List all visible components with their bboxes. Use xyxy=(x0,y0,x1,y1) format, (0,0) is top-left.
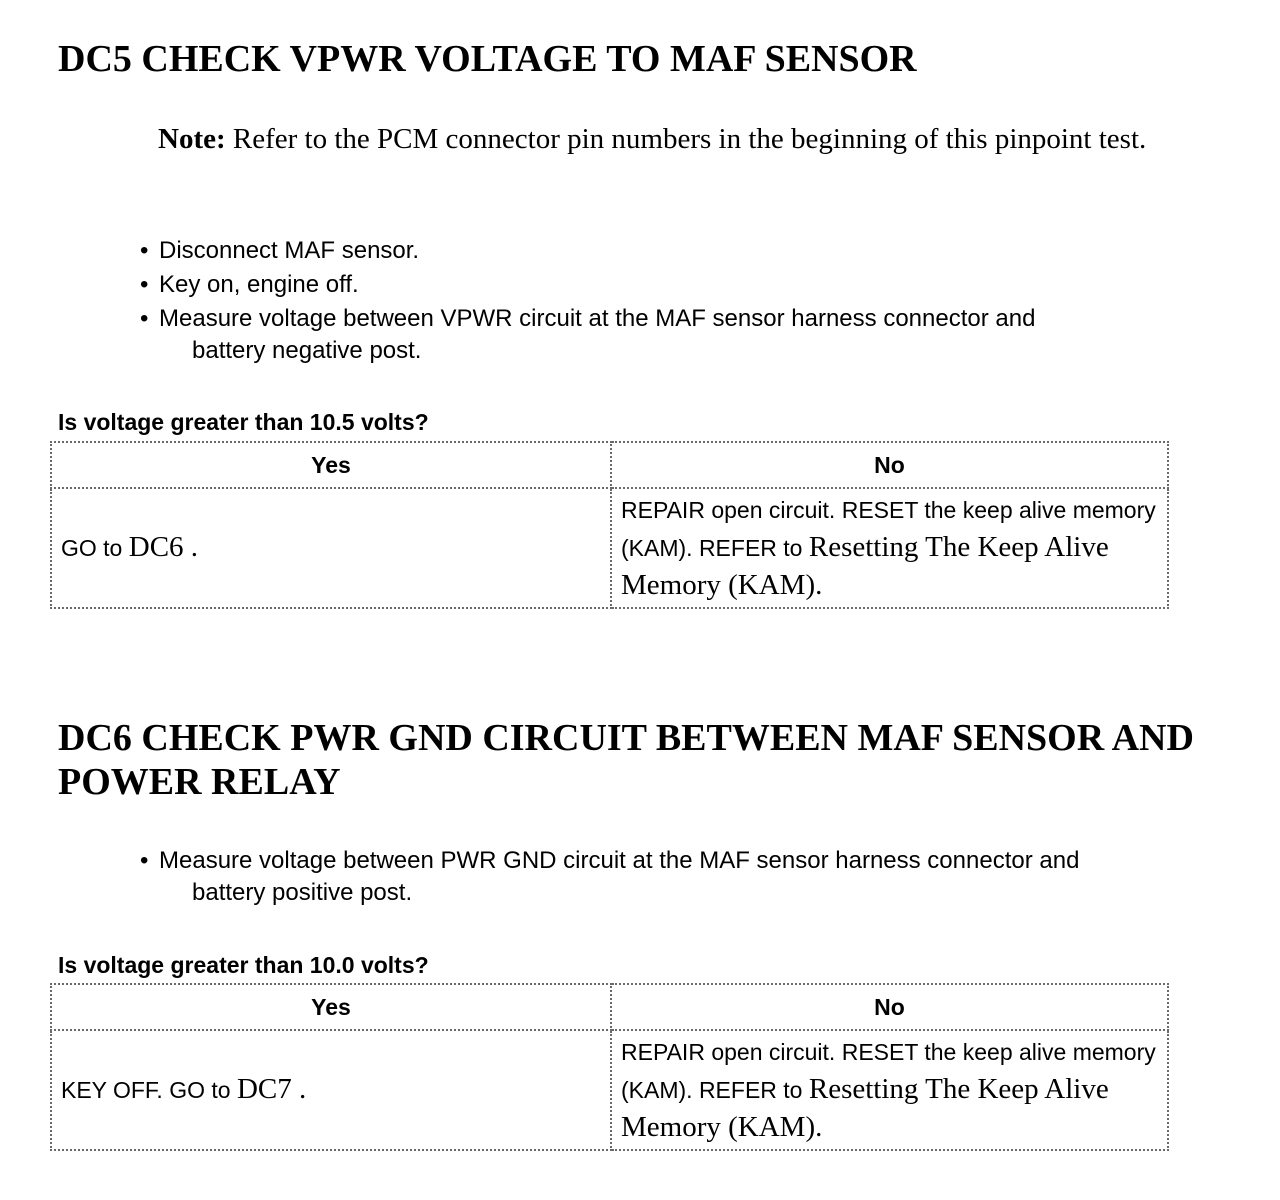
no-header: No xyxy=(611,442,1168,488)
list-item xyxy=(140,303,1250,367)
dc5-steps-list xyxy=(140,235,1250,369)
list-item xyxy=(140,845,1250,909)
step-text: Key on, engine off. xyxy=(159,271,359,298)
dc5-result-table xyxy=(50,441,1169,609)
no-header: No xyxy=(611,984,1168,1030)
note-text: Refer to the PCM connector pin numbers in the beginning of this pinpoint test. xyxy=(225,123,1147,155)
yes-cell xyxy=(51,1030,611,1150)
yes-header: Yes xyxy=(51,442,611,488)
kam-reset-link[interactable]: Resetting The Keep Alive Memory (KAM). xyxy=(621,1072,1109,1143)
yes-text: GO to xyxy=(61,535,129,561)
dc6-result-table xyxy=(50,983,1169,1151)
table-header-row xyxy=(51,442,1168,488)
yes-header: Yes xyxy=(51,984,611,1030)
no-cell xyxy=(611,1030,1168,1150)
dc6-heading: DC6 CHECK PWR GND CIRCUIT BETWEEN MAF SENSOR AND POWER RELAY xyxy=(58,717,1194,803)
step-text: Disconnect MAF sensor. xyxy=(159,237,420,264)
table-row xyxy=(51,488,1168,608)
table-header-row xyxy=(51,984,1168,1030)
dc5-question: Is voltage greater than 10.5 volts? xyxy=(58,409,429,435)
list-item xyxy=(140,235,1250,267)
step-text: Measure voltage between VPWR circuit at the MAF sensor harness connector and xyxy=(159,305,1036,332)
yes-cell xyxy=(51,488,611,608)
yes-text: KEY OFF. GO to xyxy=(61,1077,237,1103)
step-text-continued: battery positive post. xyxy=(192,879,413,906)
dc5-note xyxy=(158,120,1258,158)
list-item xyxy=(140,269,1250,301)
dc5-heading: DC5 CHECK VPWR VOLTAGE TO MAF SENSOR xyxy=(58,38,917,80)
note-label: Note: xyxy=(158,123,226,155)
step-text: Measure voltage between PWR GND circuit at the MAF sensor harness connector and xyxy=(159,847,1080,874)
no-cell xyxy=(611,488,1168,608)
dc7-link[interactable]: DC7 xyxy=(236,1073,292,1105)
yes-suffix: . xyxy=(291,1073,307,1105)
kam-reset-link[interactable]: Resetting The Keep Alive Memory (KAM). xyxy=(621,530,1109,601)
no-text: REPAIR open circuit. RESET the keep alive memory (KAM). REFER to xyxy=(621,496,1156,561)
yes-suffix: . xyxy=(183,531,199,563)
no-text: REPAIR open circuit. RESET the keep alive memory (KAM). REFER to xyxy=(621,1038,1156,1103)
step-text-continued: battery negative post. xyxy=(192,337,422,364)
dc6-link[interactable]: DC6 xyxy=(128,531,184,563)
dc6-steps-list xyxy=(140,845,1250,911)
dc6-question: Is voltage greater than 10.0 volts? xyxy=(58,952,429,978)
table-row xyxy=(51,1030,1168,1150)
